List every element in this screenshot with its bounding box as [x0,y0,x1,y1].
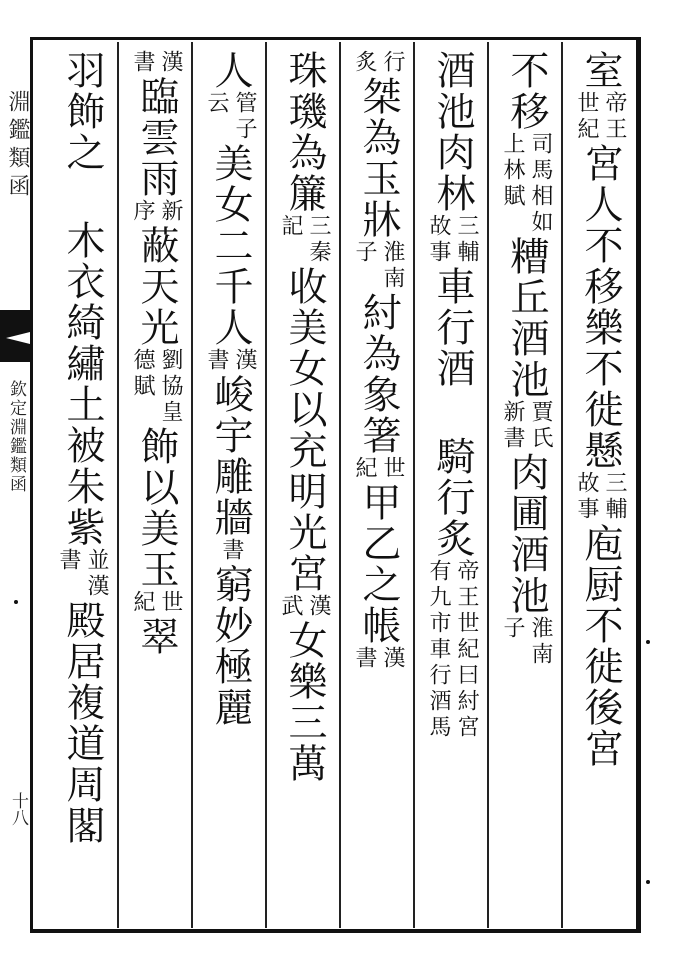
note-line: 淮南 [380,240,405,292]
note-line: 記 [278,214,303,240]
note-line: 炙 [352,50,377,76]
interlinear-note [418,214,486,266]
note-line: 子 [500,616,525,642]
note-line: 漢 [158,50,183,76]
main-text: 珠璣為簾 [282,50,327,214]
main-text: 飾以美玉 [134,426,179,590]
main-text: 紂為象箸 [356,292,401,456]
interlinear-note [566,471,634,523]
main-text: 甲乙之帳 [356,482,401,646]
main-text: 臨雲雨 [134,76,179,199]
interlinear-note [270,214,338,266]
note-line: 書 [204,348,229,374]
note-line: 並漢 [84,548,109,600]
note-line: 管子 [232,91,257,143]
ink-dot [646,880,650,884]
note-line: 紀 [352,456,377,482]
ink-dot [646,640,650,644]
text-column [122,50,190,922]
note-line: 劉協皇 [158,348,183,426]
interlinear-note [196,348,264,374]
note-line: 世紀 [574,91,599,143]
text-column [344,50,412,922]
main-text: 糟丘酒池 [504,236,549,400]
note-line: 有九市車行酒馬 [426,559,451,741]
interlinear-note [270,594,338,620]
frame-right-border [636,37,641,933]
note-line: 世 [380,456,405,482]
note-line: 書 [130,50,155,76]
column-rule [117,42,119,928]
note-line: 漢 [380,646,405,672]
text-column [270,50,338,922]
interlinear-note [344,456,412,482]
note-line: 行 [380,50,405,76]
main-text: 蔽天光 [134,225,179,348]
interlinear-note [492,616,560,668]
fishtail-margin [0,40,30,930]
column-rule [191,42,193,928]
text-column [566,50,634,922]
main-text: 羽飾之 木衣綺繡土被朱紫 [60,50,105,548]
note-line: 帝王 [602,91,627,143]
note-line: 賈氏 [528,400,553,452]
main-text: 女樂三萬 [282,620,327,784]
interlinear-note [122,50,190,76]
main-text: 酒池肉林 [430,50,475,214]
note-line: 武 [278,594,303,620]
column-rule [561,42,563,928]
note-line: 紀 [130,590,155,616]
main-text: 峻宇雕牆 [208,374,253,538]
note-line: 書 [219,538,244,564]
main-text: 車行酒 騎行炙 [430,266,475,559]
interlinear-note [344,50,412,76]
main-text: 桀為玉牀 [356,76,401,240]
interlinear-note [122,199,190,225]
interlinear-note [566,91,634,143]
note-line: 序 [130,199,155,225]
note-line: 司馬相如 [528,132,553,236]
column-rule [265,42,267,928]
note-line: 帝王世紀曰紂宮 [454,559,479,741]
note-line: 故事 [574,471,599,523]
note-line: 故事 [426,214,451,266]
note-line: 上林賦 [500,132,525,210]
column-rule [339,42,341,928]
main-text: 收美女以充明光宮 [282,266,327,594]
main-text: 宮人不移樂不徙懸 [578,143,623,471]
interlinear-note [122,590,190,616]
note-line: 新書 [500,400,525,452]
column-rule [487,42,489,928]
note-line: 德賦 [130,348,155,400]
main-text: 庖厨不徙後宮 [578,523,623,769]
interlinear-note [344,240,412,292]
note-line: 三輔 [454,214,479,266]
interlinear-note [492,400,560,452]
column-rule [413,42,415,928]
note-line: 漢 [232,348,257,374]
text-column [196,50,264,922]
text-column [48,50,116,922]
interlinear-note [196,91,264,143]
interlinear-note [196,538,264,564]
main-text: 室 [578,50,623,91]
note-line: 世 [158,590,183,616]
note-line: 云 [204,91,229,117]
note-line: 書 [56,548,81,574]
note-line: 三輔 [602,471,627,523]
main-text: 肉圃酒池 [504,452,549,616]
frame-left-border [30,37,33,933]
main-text: 窮妙極麗 [208,564,253,728]
main-text: 殿居複道周閣 [60,600,105,846]
main-text: 翠 [134,616,179,657]
margin-book-title: 欽定淵鑑類函 [6,380,26,494]
margin-title: 淵鑑類函 [5,90,30,202]
interlinear-note [344,646,412,672]
interlinear-note [122,348,190,426]
main-text: 人 [208,50,253,91]
frame-top-border [30,37,641,40]
text-column [492,50,560,922]
main-text: 不移 [504,50,549,132]
interlinear-note [492,132,560,236]
frame-bottom-border [30,929,641,933]
note-line: 三秦 [306,214,331,266]
text-column [418,50,486,922]
note-line: 漢 [306,594,331,620]
note-line: 子 [352,240,377,266]
interlinear-note [418,559,486,741]
note-line: 淮南 [528,616,553,668]
main-text: 美女二千人 [208,143,253,348]
ink-dot [14,600,18,604]
interlinear-note [48,548,116,600]
margin-page-number: 十八 [8,792,28,826]
note-line: 新 [158,199,183,225]
note-line: 書 [352,646,377,672]
